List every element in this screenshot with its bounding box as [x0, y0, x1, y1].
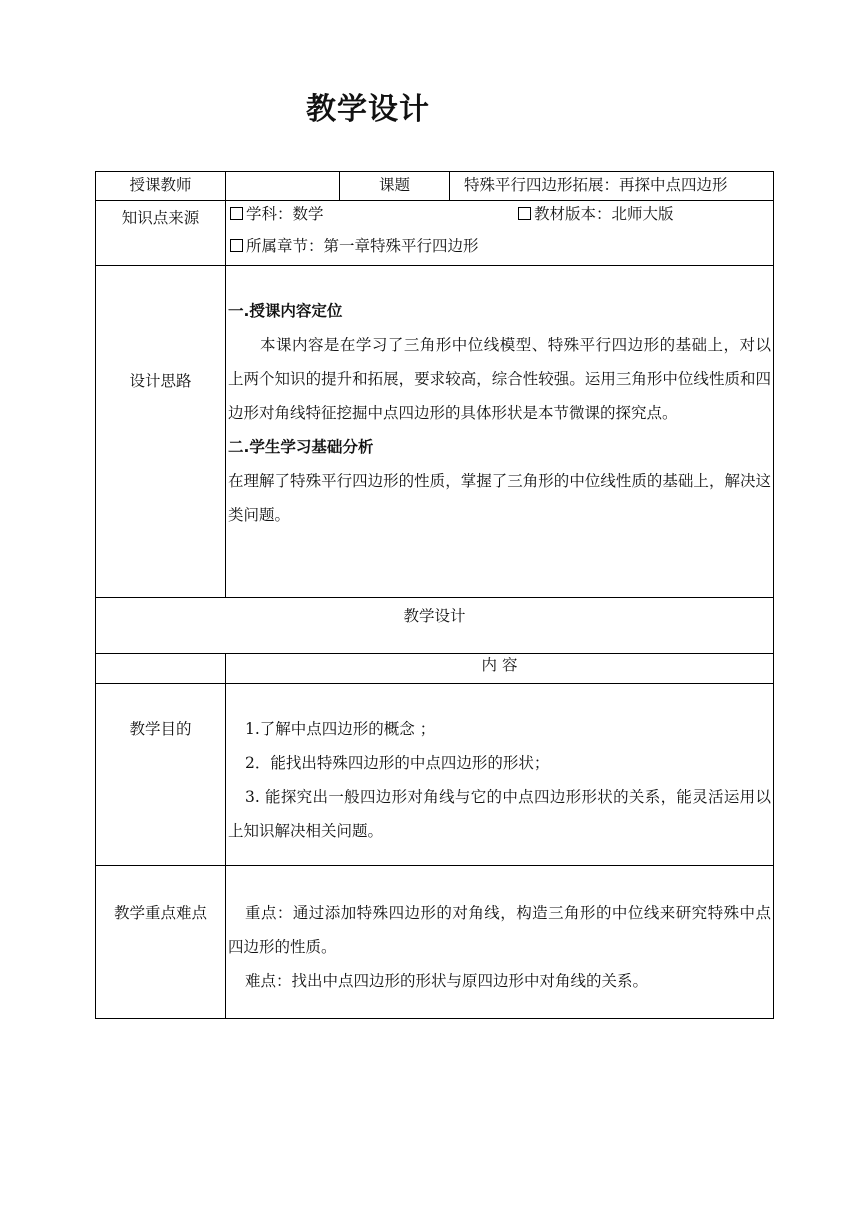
- subject-text: 学科：数学: [246, 205, 324, 223]
- objectives-label: 教学目的: [129, 720, 192, 738]
- chapter-text: 所属章节：第一章特殊平行四边形: [246, 237, 479, 255]
- key-points-label: 教学重点难点: [113, 904, 207, 922]
- section2-title: 二.学生学习基础分析: [228, 438, 374, 456]
- checkbox-icon: [230, 207, 243, 220]
- teacher-label: 授课教师: [129, 176, 192, 194]
- content-header-cell: [226, 654, 774, 684]
- subject-line: [230, 201, 324, 227]
- objectives-content-cell: [226, 684, 774, 866]
- difficulty-text: 难点：找出中点四边形的形状与原四边形中对角线的关系。: [245, 972, 649, 990]
- source-label: 知识点来源: [121, 209, 200, 227]
- teacher-label-cell: [96, 172, 226, 201]
- design-thinking-content-cell: [226, 266, 774, 598]
- checkbox-icon: [230, 239, 243, 252]
- teaching-design-header: 教学设计: [403, 607, 466, 625]
- objective-item-2: 2．能找出特殊四边形的中点四边形的形状；: [245, 754, 550, 772]
- key-point-text: 重点：通过添加特殊四边形的对角线，构造三角形的中位线来研究特殊中点四边形的性质。: [228, 904, 771, 956]
- page-title: 教学设计: [306, 92, 430, 127]
- lesson-plan-table: [95, 171, 774, 1019]
- design-thinking-label: 设计思路: [129, 372, 192, 390]
- teaching-design-header-cell: [96, 598, 774, 654]
- source-label-cell: [96, 201, 226, 266]
- section1-text: 本课内容是在学习了三角形中位线模型、特殊平行四边形的基础上，对以上两个知识的提升和拓展，要求较高，综合性较强。运用三角形中位线性质和四边形对角线特征挖掘中点四边形的具体形状是本节微课的探究点。: [228, 336, 771, 422]
- key-points-content-cell: [226, 866, 774, 1019]
- section2-text: 在理解了特殊平行四边形的性质，掌握了三角形的中位线性质的基础上，解决这类问题。: [228, 472, 771, 524]
- design-thinking-label-cell: [96, 266, 226, 598]
- content-header: 内 容: [481, 656, 518, 674]
- topic-value: 特殊平行四边形拓展：再探中点四边形: [464, 176, 728, 194]
- topic-label: 课题: [378, 176, 410, 194]
- key-points-label-cell: [96, 866, 226, 1019]
- topic-label-cell: [340, 172, 450, 201]
- checkbox-icon: [518, 207, 531, 220]
- teacher-value-cell: [226, 172, 340, 201]
- topic-value-cell: [450, 172, 774, 201]
- section1-title: 一.授课内容定位: [228, 302, 343, 320]
- content-header-empty-cell: [96, 654, 226, 684]
- chapter-line: [230, 232, 479, 260]
- edition-text: 教材版本：北师大版: [534, 205, 674, 223]
- edition-line: [518, 201, 674, 227]
- objective-item-1: 1.了解中点四边形的概念 ；: [245, 720, 436, 738]
- source-value-cell: [226, 201, 774, 266]
- objective-item-3: 3. 能探究出一般四边形对角线与它的中点四边形形状的关系，能灵活运用以上知识解决相关问题。: [228, 788, 771, 840]
- objectives-label-cell: [96, 684, 226, 866]
